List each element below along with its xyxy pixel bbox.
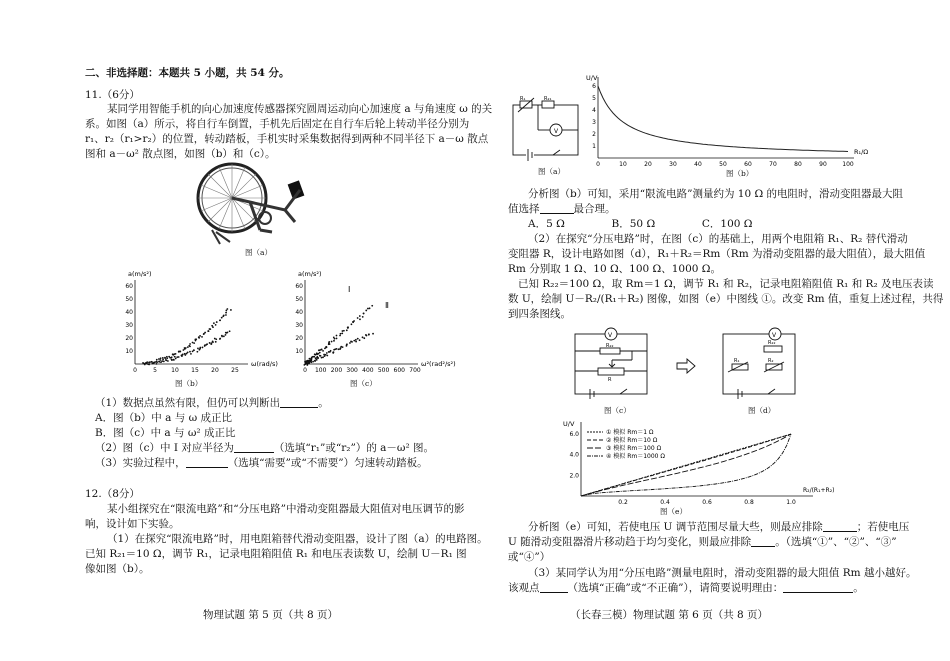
right-fig-a-caption: 图（a） (538, 167, 565, 176)
scatter-point (355, 341, 357, 343)
x-tick-label: 5 (153, 367, 157, 374)
scatter-point (204, 332, 206, 334)
scatter-point (189, 351, 191, 353)
arrow-right-icon (676, 358, 696, 374)
svg-text:R₁: R₁ (520, 96, 526, 102)
scatter-point (333, 340, 335, 342)
scatter-point (320, 355, 322, 357)
x-tick-label: 30 (669, 161, 677, 168)
scatter-point (346, 343, 348, 345)
scatter-point (341, 333, 343, 335)
x-tick-label: 1.0 (786, 499, 796, 506)
x-tick-label: 10 (171, 367, 179, 374)
scatter-point (359, 318, 361, 320)
scatter-point (187, 346, 189, 348)
scatter-point (213, 322, 215, 324)
scatter-point (198, 336, 200, 338)
q11-sub3: （3）实验过程中， （选填“需要”或“不需要”）匀速转动踏板。 (95, 457, 428, 469)
answer-blank[interactable] (751, 536, 775, 547)
scatter-point (171, 356, 173, 358)
answer-blank[interactable] (234, 442, 274, 453)
scatter-point (343, 330, 345, 332)
r-para2-line: 到四条图线。 (508, 308, 571, 320)
r-para3b: U 随滑动变阻器滑片移动趋于均匀变化，则最应排除 。（选填“①”、“②”、“③” (508, 536, 897, 548)
fig-e-xlabel: R₂/(R₁+R₂) (803, 487, 835, 494)
y-tick-label: 30 (125, 322, 133, 329)
q11-intro-line: 某同学用智能手机的向心加速度传感器探究圆周运动向心加速度 a 与角速度 ω 的关 (107, 103, 493, 115)
y-tick-label: 3 (592, 119, 596, 126)
fig-b-chart (123, 268, 283, 378)
scatter-point (355, 339, 357, 341)
x-tick-label: 600 (393, 367, 406, 374)
scatter-point (324, 355, 326, 357)
scatter-point (216, 321, 218, 323)
scatter-point (362, 336, 364, 338)
scatter-point (189, 345, 191, 347)
scatter-point (307, 360, 309, 362)
scatter-point (326, 355, 328, 357)
x-tick-label: 40 (694, 161, 702, 168)
r-para2-line: （2）在探究“分压电路”时，在图（c）的基础上，用两个电阻箱 R₁、R₂ 替代滑动 (528, 233, 908, 245)
scatter-point (209, 328, 211, 330)
fig-a-caption: 图（a） (245, 248, 272, 257)
scatter-point (182, 354, 184, 356)
y-tick-label: 6 (592, 83, 596, 90)
y-tick-label: 20 (125, 335, 133, 342)
svg-text:R₂₁: R₂₁ (544, 96, 552, 102)
scatter-point (347, 326, 349, 328)
scatter-point (353, 340, 355, 342)
fig-b-caption: 图（b） (175, 379, 203, 388)
y-tick-label: 4.0 (569, 451, 579, 459)
svg-text:V: V (772, 332, 777, 339)
q12-line: 响，设计如下实验。 (85, 518, 180, 530)
legend-entry: ② 模拟 Rm＝10 Ω (606, 437, 658, 444)
scatter-point (226, 308, 228, 310)
scatter-point (162, 357, 164, 359)
scatter-point (171, 359, 173, 361)
y-tick-label: 10 (295, 348, 303, 355)
fig-e-caption: 图（e） (660, 507, 687, 516)
scatter-point (219, 338, 221, 340)
fig-e-ylabel: U/V (563, 420, 575, 428)
y-tick-label: 1 (592, 143, 596, 150)
scatter-point (315, 357, 317, 359)
fig-c-chart (293, 268, 473, 378)
scatter-point (172, 353, 174, 355)
answer-blank[interactable] (186, 457, 228, 468)
scatter-point (181, 355, 183, 357)
fig-rb-xlabel: R₁/Ω (854, 148, 869, 156)
legend-entry: ④ 模拟 Rm＝1000 Ω (606, 453, 665, 460)
y-tick-label: 4 (592, 107, 596, 114)
x-tick-label: 0.6 (702, 499, 712, 506)
r-para1b: 值选择 最合理。 (508, 203, 616, 215)
scatter-point (187, 351, 189, 353)
answer-blank[interactable] (540, 203, 574, 214)
scatter-point (190, 353, 192, 355)
circuit-c (570, 326, 655, 404)
scatter-point (178, 356, 180, 358)
q11-intro-line: 图和 a－ω² 散点图，如图（b）和（c）。 (85, 148, 276, 160)
scatter-point (230, 309, 232, 311)
x-tick-label: 50 (719, 161, 727, 168)
scatter-point (201, 336, 203, 338)
q12-line: 某小组探究在“限流电路”和“分压电路”中滑动变阻器最大阻值对电压调节的影 (107, 503, 465, 515)
scatter-point (173, 359, 175, 361)
scatter-point (349, 342, 351, 344)
scatter-point (159, 359, 161, 361)
scatter-point (322, 350, 324, 352)
y-tick-label: 40 (295, 309, 303, 316)
fig-b-xlabel: ω(rad/s) (251, 360, 278, 368)
y-tick-label: 30 (295, 322, 303, 329)
r-options: A．5 Ω B．50 Ω C．100 Ω (528, 218, 753, 230)
q12-line: （1）在探究“限流电路”时，用电阻箱替代滑动变阻器，设计了图（a）的电路图。 (107, 533, 488, 545)
q11-intro-line: 系。如图（a）所示，将自行车倒置，手机先后固定在自行车后轮上转动半径分别为 (85, 118, 470, 130)
fig-b-ylabel: a(m/s²) (128, 270, 152, 278)
scatter-point (185, 347, 187, 349)
answer-blank[interactable] (783, 582, 853, 593)
scatter-point (342, 346, 344, 348)
scatter-point (209, 342, 211, 344)
scatter-point (212, 326, 214, 328)
right-fig-b-caption: 图（b） (726, 169, 754, 178)
scatter-point (151, 361, 153, 363)
x-tick-label: 20 (644, 161, 652, 168)
scatter-point (167, 360, 169, 362)
x-tick-label: 100 (314, 367, 327, 374)
scatter-point (367, 308, 369, 310)
scatter-point (369, 307, 371, 309)
scatter-point (193, 342, 195, 344)
scatter-point (351, 323, 353, 325)
y-tick-label: 2 (592, 131, 596, 138)
scatter-point (308, 362, 310, 364)
y-tick-label: 20 (295, 335, 303, 342)
scatter-point (365, 310, 367, 312)
scatter-point (331, 341, 333, 343)
x-tick-label: 20 (211, 367, 219, 374)
q11-sub2: （2）图（c）中 Ⅰ 对应半径为 （选填“r₁”或“r₂”）的 a－ω² 图。 (95, 442, 435, 454)
scatter-point (363, 313, 365, 315)
scatter-point (368, 334, 370, 336)
left-footer: 物理试题 第 5 页（共 8 页） (203, 609, 339, 621)
fig-c-label-1: Ⅰ (348, 285, 351, 294)
scatter-point (160, 357, 162, 359)
scatter-point (229, 330, 231, 332)
fig-c-label-2: Ⅱ (385, 301, 389, 310)
q11-option-a: A．图（b）中 a 与 ω 成正比 (95, 412, 232, 424)
scatter-point (222, 315, 224, 317)
x-tick-label: 0.2 (618, 499, 628, 506)
fig-e-chart (563, 414, 833, 506)
svg-text:R₂: R₂ (768, 358, 774, 364)
x-tick-label: 10 (619, 161, 627, 168)
x-tick-label: 700 (409, 367, 421, 374)
y-tick-label: 50 (295, 296, 303, 303)
svg-text:R₁: R₁ (734, 358, 740, 364)
scatter-point (310, 361, 312, 363)
r-para2-line: Rm 分别取 1 Ω、10 Ω、100 Ω、1000 Ω。 (508, 263, 722, 275)
svg-text:V: V (608, 332, 613, 339)
scatter-point (221, 335, 223, 337)
q11-sub1: （1）数据点虽然有限，但仍可以判断出 。 (95, 397, 329, 409)
fig-rb-ylabel: U/V (586, 74, 598, 82)
answer-blank[interactable] (823, 521, 857, 532)
scatter-point (162, 359, 164, 361)
x-tick-label: 400 (362, 367, 374, 374)
scatter-point (215, 324, 217, 326)
r-para2-line: 变阻器 R，设计电路如图（d），R₁＋R₂＝Rm（Rm 为滑动变阻器的最大阻值），最大阻值 (508, 248, 926, 260)
x-tick-label: 70 (769, 161, 777, 168)
scatter-point (205, 344, 207, 346)
x-tick-label: 80 (794, 161, 802, 168)
scatter-point (336, 335, 338, 337)
scatter-point (323, 354, 325, 356)
scatter-point (215, 341, 217, 343)
scatter-point (211, 342, 213, 344)
scatter-point (322, 356, 324, 358)
scatter-point (174, 356, 176, 358)
scatter-point (148, 364, 150, 366)
fig-b-ur1-chart (586, 72, 881, 172)
fig-d-caption: 图（d） (748, 406, 776, 415)
y-tick-label: 40 (125, 309, 133, 316)
scatter-point (197, 348, 199, 350)
r-para2-line: 数 U，绘制 U－R₂/(R₁＋R₂) 图像，如图（e）中图线 ①。改变 Rm 值，重复上述过程，共得 (508, 293, 944, 305)
scatter-point (199, 335, 201, 337)
scatter-point (192, 342, 194, 344)
scatter-point (350, 341, 352, 343)
scatter-point (199, 347, 201, 349)
scatter-point (336, 338, 338, 340)
scatter-point (310, 358, 312, 360)
x-tick-label: 0 (596, 161, 600, 168)
q11-option-b: B．图（c）中 a 与 ω² 成正比 (95, 427, 236, 439)
scatter-point (346, 329, 348, 331)
scatter-point (316, 353, 318, 355)
x-tick-label: 100 (842, 161, 854, 168)
fig-c-caption: 图（c） (350, 379, 377, 388)
fig-c-ylabel: a(m/s²) (298, 270, 322, 278)
scatter-point (156, 363, 158, 365)
scatter-point (189, 343, 191, 345)
scatter-point (221, 317, 223, 319)
scatter-point (315, 354, 317, 356)
section-title: 二、非选择题：本题共 5 小题，共 54 分。 (85, 67, 290, 79)
fig-c-circuit-caption: 图（c） (604, 406, 631, 415)
scatter-point (144, 364, 146, 366)
r-para2-line: 已知 R₂₂＝100 Ω，取 Rm＝1 Ω，调节 R₁ 和 R₂，记录电阻箱阻值 R₁ 和 R₂ 及电压表读 (518, 278, 934, 290)
x-tick-label: 500 (377, 367, 390, 374)
svg-text:R₂₂: R₂₂ (606, 343, 614, 349)
scatter-point (215, 338, 217, 340)
scatter-point (166, 356, 168, 358)
scatter-point (325, 346, 327, 348)
scatter-point (316, 359, 318, 361)
scatter-point (372, 333, 374, 335)
fig-c-xlabel: ω²(rad²/s²) (421, 360, 456, 368)
scatter-point (321, 357, 323, 359)
scatter-point (359, 339, 361, 341)
scatter-point (338, 348, 340, 350)
scatter-point (208, 330, 210, 332)
scatter-point (175, 358, 177, 360)
scatter-point (359, 315, 361, 317)
scatter-point (158, 361, 160, 363)
scatter-point (371, 305, 373, 307)
scatter-point (319, 352, 321, 354)
q12-line: 已知 R₂₁＝10 Ω，调节 R₁，记录电阻箱阻值 R₁ 和电压表读数 U，绘制 U－R₁ 图 (85, 548, 467, 560)
right-footer: （长春三模）物理试题 第 6 页（共 8 页） (570, 609, 769, 621)
scatter-point (166, 357, 168, 359)
scatter-point (365, 334, 367, 336)
y-tick-label: 5 (592, 95, 596, 102)
scatter-point (357, 317, 359, 319)
q11-number: 11.（6分） (85, 89, 140, 101)
scatter-point (321, 349, 323, 351)
scatter-point (333, 336, 335, 338)
answer-blank[interactable] (280, 397, 318, 408)
x-tick-label: 0.8 (744, 499, 754, 506)
scatter-point (225, 334, 227, 336)
y-tick-label: 60 (295, 283, 303, 290)
scatter-point (317, 357, 319, 359)
fig-rb-curve (598, 86, 848, 152)
scatter-point (336, 348, 338, 350)
scatter-point (193, 349, 195, 351)
scatter-point (340, 333, 342, 335)
r-para3a: 分析图（e）可知，若使电压 U 调节范围尽量大些，则最应排除 ；若使电压 (528, 521, 910, 533)
scatter-point (346, 345, 348, 347)
scatter-point (225, 312, 227, 314)
bicycle-figure (190, 160, 320, 248)
y-tick-label: 10 (125, 348, 133, 355)
circuit-d (718, 322, 803, 404)
y-tick-label: 60 (125, 283, 133, 290)
scatter-point (184, 354, 186, 356)
scatter-point (339, 335, 341, 337)
circuit-a (508, 96, 583, 165)
scatter-point (225, 314, 227, 316)
svg-text:V: V (554, 128, 559, 135)
y-tick-label: 6.0 (569, 431, 579, 438)
x-tick-label: 90 (819, 161, 827, 168)
q12-number: 12.（8分） (85, 488, 140, 500)
answer-blank[interactable] (540, 582, 568, 593)
scatter-point (142, 362, 144, 364)
scatter-point (146, 362, 148, 364)
scatter-point (195, 338, 197, 340)
scatter-point (363, 337, 365, 339)
r-para1: 分析图（b）可知，采用“限流电路”测量约为 10 Ω 的电阻时，滑动变阻器最大阻 (528, 188, 904, 200)
scatter-point (330, 350, 332, 352)
scatter-point (326, 352, 328, 354)
legend-entry: ③ 模拟 Rm＝100 Ω (606, 445, 662, 452)
x-tick-label: 0.4 (660, 499, 670, 506)
legend-entry: ① 模拟 Rm＝1 Ω (606, 429, 654, 436)
scatter-point (353, 320, 355, 322)
scatter-point (314, 360, 316, 362)
scatter-point (202, 347, 204, 349)
scatter-point (333, 351, 335, 353)
x-tick-label: 200 (330, 367, 343, 374)
x-tick-label: 15 (191, 367, 199, 374)
svg-text:R: R (608, 377, 612, 383)
scatter-point (156, 359, 158, 361)
x-tick-label: 0 (303, 367, 307, 374)
x-tick-label: 300 (346, 367, 358, 374)
scatter-point (312, 361, 314, 363)
scatter-point (223, 335, 225, 337)
scatter-point (325, 354, 327, 356)
q12-line: 像如图（b）。 (85, 563, 150, 575)
scatter-point (196, 351, 198, 353)
r-para3c: 或“④”） (508, 551, 551, 563)
svg-text:R₂₂: R₂₂ (768, 340, 776, 346)
scatter-point (313, 356, 315, 358)
scatter-point (212, 341, 214, 343)
scatter-point (149, 361, 151, 363)
scatter-point (164, 357, 166, 359)
r-para4b: 该观点 （选填“正确”或“不正确”），请简要说明理由： 。 (508, 582, 864, 594)
scatter-point (357, 338, 359, 340)
scatter-point (179, 351, 181, 353)
scatter-point (175, 353, 177, 355)
x-tick-label: 25 (231, 367, 239, 374)
scatter-point (155, 361, 157, 363)
scatter-point (163, 361, 165, 363)
x-tick-label: 60 (744, 161, 752, 168)
r-para4a: （3）某同学认为用“分压电路”测量电阻时，滑动变阻器的最大阻值 Rm 越小越好。 (528, 567, 917, 579)
scatter-point (328, 341, 330, 343)
scatter-point (161, 360, 163, 362)
x-tick-label: 0 (133, 367, 137, 374)
scatter-point (227, 331, 229, 333)
scatter-point (219, 319, 221, 321)
q11-intro-line: r₁、r₂（r₁>r₂）的位置，转动踏板，手机实时采集数据得到两种不同半径下 a－ω 散点 (85, 133, 489, 145)
scatter-point (309, 358, 311, 360)
scatter-point (362, 316, 364, 318)
y-tick-label: 2.0 (569, 472, 579, 480)
y-tick-label: 50 (125, 296, 133, 303)
